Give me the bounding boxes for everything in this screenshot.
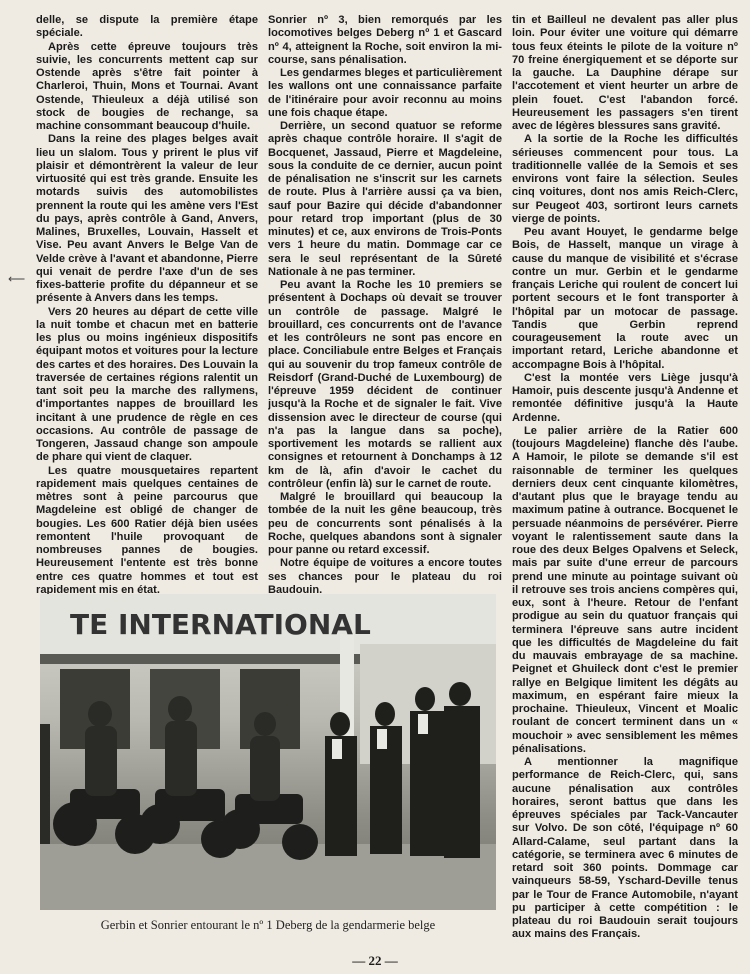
paragraph: Derrière, un second quatuor se reforme après chaque contrôle horaire. Il s'agit de Bocquenet, Jassaud, Pierre et Magdeleine, sous la conduite de ce dernier, aucun point de pénalisation ne s'inscrit sur les carnets de route. Plus à l'arrière aussi ça va bien, sauf pour Bazire qui décide d'abandonner pour retard trop important (plus de 30 minutes) et ce, aux environs de Trois-Ponts vers 1 heure du matin. Dommage car ce sera le seul représentant de la Sûreté Nationale à ne pas terminer.	[268, 120, 502, 278]
photo-caption: Gerbin et Sonrier entourant le nº 1 Deberg de la gendarmerie belge	[100, 918, 436, 932]
text-column-2	[268, 14, 502, 594]
banner-text: TE INTERNATIONAL	[70, 608, 371, 641]
paragraph: Le palier arrière de la Ratier 600 (toujours Magdeleine) flanche dès l'aube. A Hamoir, le pilote se demande s'il est raisonnable de terminer les quelques derniers deux cent cinquante kilomètres, d'autant plus que le brayage tendu au maximum patine à outrance. Bocquenet le persuade néanmoins de persévérer. Pierre voyant le ralentissement saute dans la roue des deux Belges Opalvens et Seleck, mais par suite d'une erreur de parcours prend une minute au pointage suivant où il retrouve ses trois anciens compères qui, eux, sont à l'heure. Retour de l'enfant prodigue au sein du quatuor français qui terminera l'épreuve sans autre incident que les difficultés de Magdeleine du fait du mauvais embrayage de sa machine. Peignet et Ghuileck dont c'est le premier rallye en Belgique limitent les dégâts au maximum, en espérant faire mieux la prochaine. Thieuleux, Vincent et Moalic roulant de concert terminent dans un « mouchoir » avec sensiblement les mêmes pénalisations.	[512, 424, 738, 755]
paragraph: Malgré le brouillard qui beaucoup la tombée de la nuit les gêne beaucoup, très peu de concurrents sont pénalisés à la Roche, quelques abandons sont à signaler pour panne ou retard excessif.	[268, 491, 502, 556]
paragraph: Notre équipe de voitures a encore toutes ses chances pour le plateau du roi Baudouin.	[268, 557, 502, 594]
paragraph: A mentionner la magnifique performance de Reich-Clerc, qui, sans aucune pénalisation aux contrôles horaires, seront battus que dans les épreuves spéciales par Tack-Vancauter sur Volvo. De son côté, l'équipage nº 60 Allard-Calame, seul partant dans la catégorie, se terminera avec 6 minutes de retard soit 360 points. Dommage car vainqueurs 58-59, Yschard-Deville tenus par le Tour de France Automobile, n'ayant pu participer à cette compétition : le plateau du roi Baudouin serait toujours aux mains des Français.	[512, 756, 738, 939]
article-photo	[40, 594, 496, 910]
paragraph: Vers 20 heures au départ de cette ville la nuit tombe et chacun met en batterie les plus ou moins ingénieux dispositifs équipant motos et voitures pour la lecture des cartes et des horaires. Des Louvain la traversée de certaines régions ralentit un tant soit peu la marche des rallymens, d'importantes nappes de brouillard les incitant à une prudence de règle en ces occasions. Au contrôle de passage de Tongeren, Jassaud change son ampoule de phare qui vient de claquer.	[36, 305, 258, 464]
paragraph: delle, se dispute la première étape spéciale.	[36, 14, 258, 40]
paragraph: C'est la montée vers Liège jusqu'à Hamoir, puis descente jusqu'à Andenne et remontée définitive jusqu'à la Haute Ardenne.	[512, 371, 738, 424]
paragraph: Peu avant la Roche les 10 premiers se présentent à Dochaps où devait se trouver un contrôle de passage. Malgré le brouillard, ces concurrents ont de l'avance et les contrôleurs ne sont pas encore en place. Conciliabule entre Belges et Français qui au souvenir du trop fameux contrôle de Reisdorf (Grand-Duché de Luxembourg) de l'épreuve 1959 décident de continuer jusqu'à la Roche et de signaler le fait. Vive dissension avec le directeur de course (qui n'a pas la langue dans sa poche), sportivement les motards se rallient aux consignes et retournent à Donchamps à 12 km de là, afin d'avoir le cachet du contrôleur (enfin là) sur le carnet de route.	[268, 279, 502, 490]
margin-mark: ⟵	[8, 272, 26, 286]
paragraph: Peu avant Houyet, le gendarme belge Bois, de Hasselt, manque un virage à cause du manque de visibilité et s'écrase contre un mur. Gerbin et le gendarme français Leriche qui roulent de concert lui portent secours et le font transporter à l'hôpital par un motocar de passage. Tandis que Gerbin reprend courageusement la route avec un important retard, Leriche abandonne et accompagne Bois à l'hôpital.	[512, 226, 738, 371]
page-number: — 22 —	[352, 953, 398, 968]
paragraph: Sonrier nº 3, bien remorqués par les locomotives belges Deberg nº 1 et Gascard nº 4, atteignent la Roche, soit environ la mi-course, sans pénalisation.	[268, 14, 502, 66]
paragraph: tin et Bailleul ne devalent pas aller plus loin. Pour éviter une voiture qui démarre tous feux éteints le pilote de la voiture nº 70 freine énergiquement et se déporte sur la gauche. La Dauphine dérape sur l'accotement et vient heurter un arbre de plein fouet. C'est l'abandon forcé. Heureusement les passagers s'en tirent avec de légères blessures sans gravité.	[512, 14, 738, 132]
paragraph: Les gendarmes bleges et particulièrement les wallons ont une connaissance parfaite de l'itinéraire pour avoir reconnu au moins une fois chaque étape.	[268, 67, 502, 119]
text-column-1	[36, 14, 258, 594]
paragraph: Après cette épreuve toujours très suivie, les concurrents mettent cap sur Ostende après s'être fait pointer à Charleroi, Thuin, Mons et Tournai. Avant Ostende, Thieuleux a déjà utilisé son stock de bougies de rechange, sa machine consommant beaucoup d'huile.	[36, 40, 258, 132]
paragraph: Les quatre mousquetaires repartent rapidement mais quelques centaines de mètres sont à peine parcourus que Magdeleine est obligé de changer de bougies. Les 600 Ratier déjà bien usées remontent l'huile provoquant de nombreuses pannes de bougies. Heureusement l'entente est très bonne entre ces quatre hommes et tout est rapidement mis en état.	[36, 464, 258, 594]
text-column-3	[512, 14, 738, 939]
paragraph: A la sortie de la Roche les difficultés sérieuses commencent pour tous. La traditionnelle vallée de la Semois et ses environs vont faire la sélection. Seules cinq voitures, dont nos amis Reich-Clerc, sur Peugeot 403, sortiront leurs carnets vierge de points.	[512, 133, 738, 225]
paragraph: Dans la reine des plages belges avait lieu un slalom. Tous y prirent le plus vif plaisir et démontrèrent la valeur de leur virtuosité qui est très grande. Ensuite les motards suivis des automobilistes prennent la route qui les amène vers l'Est du pays, après contrôle à Gand, Anvers, Malines, Bruxelles, Louvain, Hasselt et Vise. Peu avant Anvers le Belge Van de Velde crève à l'avant et abandonne, Pierre qui venait de perdre l'axe d'un de ses fixes-batterie profite du dépanneur et se présente à Anvers dans les temps.	[36, 133, 258, 305]
